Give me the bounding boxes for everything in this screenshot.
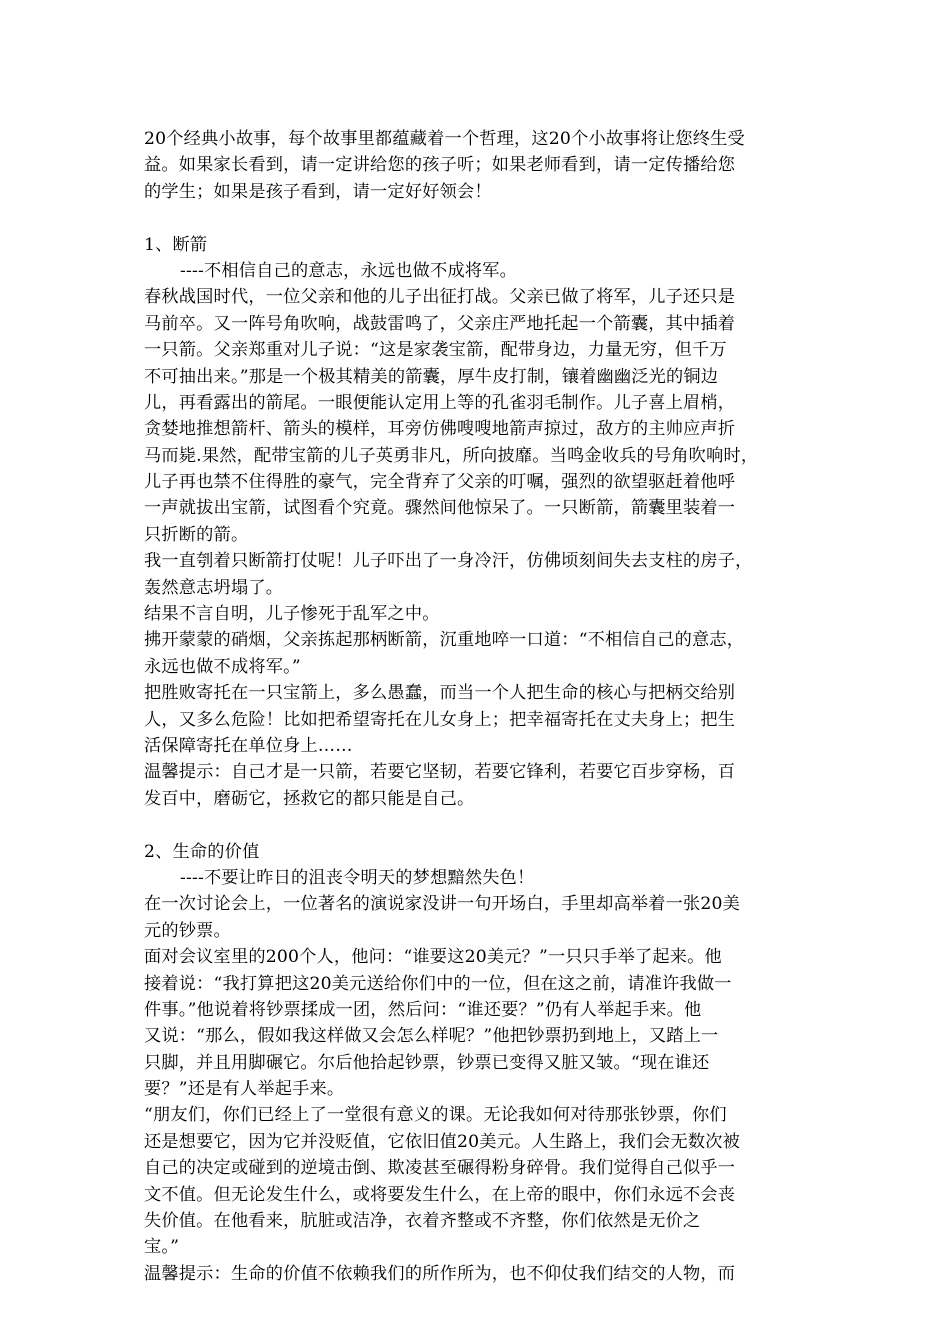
text-line: 要？”还是有人举起手来。 (144, 1079, 345, 1100)
text-line: 贪婪地推想箭杆、箭头的模样，耳旁仿佛嗖嗖地箭声掠过，敌方的主帅应声折 (144, 419, 736, 440)
text-line: 把胜败寄托在一只宝箭上，多么愚蠢，而当一个人把生命的核心与把柄交给别 (144, 683, 736, 704)
text-line: 拂开蒙蒙的硝烟，父亲拣起那柄断箭，沉重地啐一口道：“不相信自己的意志， (144, 630, 745, 651)
text-line: 我一直刳着只断箭打仗呢！儿子吓出了一身冷汗，仿佛顷刻间失去支柱的房子， (144, 551, 753, 572)
text-line: 元的钞票。 (144, 920, 231, 941)
text-line: 儿子再也禁不住得胜的豪气，完全背弃了父亲的叮嘱，强烈的欲望驱赶着他呼 (144, 472, 736, 493)
text-line: 面对会议室里的200个人，他问：“谁要这20美元？”一只只手举了起来。他 (144, 947, 722, 968)
text-line: 只折断的箭。 (144, 524, 249, 545)
text-line: 一只箭。父亲郑重对儿子说：“这是家袭宝箭，配带身边，力量无穷，但千万 (144, 340, 727, 361)
text-line: 20个经典小故事，每个故事里都蕴藏着一个哲理，这20个小故事将让您终生受 (144, 129, 745, 149)
text-line: 文不值。但无论发生什么，或将要发生什么，在上帝的眼中，你们永远不会丧 (144, 1184, 736, 1205)
text-line: 接着说：“我打算把这20美元送给你们中的一位，但在这之前，请准许我做一 (144, 973, 732, 994)
text-line: 温馨提示：自己才是一只箭，若要它坚韧，若要它锋利，若要它百步穿杨，百 (144, 762, 736, 783)
text-line: 又说：“那么，假如我这样做又会怎么样呢？”他把钞票扔到地上，又踏上一 (144, 1026, 719, 1047)
intro-paragraph (144, 126, 816, 205)
text-line: 活保障寄托在单位身上…… (144, 735, 353, 756)
text-line: 结果不言自明，儿子惨死于乱军之中。 (144, 604, 440, 625)
text-line: 马前卒。又一阵号角吹响，战鼓雷鸣了，父亲庄严地托起一个箭囊，其中插着 (144, 313, 736, 334)
text-line: 永远也做不成将军。” (144, 656, 301, 677)
text-line: 益。如果家长看到，请一定讲给您的孩子听；如果老师看到，请一定传播给您 (144, 155, 736, 176)
story-subtitle: ----不要让昨日的沮丧令明天的梦想黯然失色！ (180, 867, 535, 888)
text-line: 人，又多么危险！比如把希望寄托在儿女身上；把幸福寄托在丈夫身上；把生 (144, 709, 736, 730)
text-line: 春秋战国时代，一位父亲和他的儿子出征打战。父亲已做了将军，儿子还只是 (144, 287, 736, 308)
text-line: 一声就拔出宝箭，试图看个究竟。骤然间他惊呆了。一只断箭，箭囊里装着一 (144, 498, 736, 519)
story-title: 1、断箭 (144, 234, 208, 255)
text-line: 不可抽出来。”那是一个极其精美的箭囊，厚牛皮打制，镶着幽幽泛光的铜边 (144, 366, 719, 387)
blank-line (144, 812, 816, 838)
text-line: 儿，再看露出的箭尾。一眼便能认定用上等的孔雀羽毛制作。儿子喜上眉梢， (144, 392, 736, 413)
text-line: 轰然意志坍塌了。 (144, 577, 284, 598)
text-line: 宝。” (144, 1237, 180, 1258)
story-title: 2、生命的价值 (144, 841, 260, 862)
story-section-2 (144, 839, 816, 1288)
document-body (144, 126, 816, 1287)
blank-line (144, 205, 816, 231)
text-line: 马而毙.果然，配带宝箭的儿子英勇非凡，所向披靡。当鸣金收兵的号角吹响时， (144, 445, 759, 466)
text-line: 自己的决定或碰到的逆境击倒、欺凌甚至碾得粉身碎骨。我们觉得自己似乎一 (144, 1158, 736, 1179)
text-line: 失价值。在他看来，肮脏或洁净，衣着齐整或不齐整，你们依然是无价之 (144, 1211, 701, 1232)
text-line: 件事。”他说着将钞票揉成一团，然后问：“谁还要？”仍有人举起手来。他 (144, 999, 702, 1020)
text-line: 发百中，磨砺它，拯救它的都只能是自己。 (144, 788, 475, 809)
text-line: “朋友们，你们已经上了一堂很有意义的课。无论我如何对待那张钞票，你们 (144, 1105, 727, 1126)
text-line: 还是想要它，因为它并没贬值，它依旧值20美元。人生路上，我们会无数次被 (144, 1131, 741, 1152)
story-subtitle: ----不相信自己的意志，永远也做不成将军。 (180, 260, 518, 281)
text-line: 的学生；如果是孩子看到，请一定好好领会！ (144, 181, 492, 202)
text-line: 在一次讨论会上，一位著名的演说家没讲一句开场白，手里却高举着一张20美 (144, 894, 741, 915)
text-line: 只脚，并且用脚碾它。尔后他拾起钞票，钞票已变得又脏又皱。“现在谁还 (144, 1052, 710, 1073)
text-line: 温馨提示：生命的价值不依赖我们的所作所为，也不仰仗我们结交的人物，而 (144, 1263, 736, 1284)
story-section-1 (144, 232, 816, 813)
